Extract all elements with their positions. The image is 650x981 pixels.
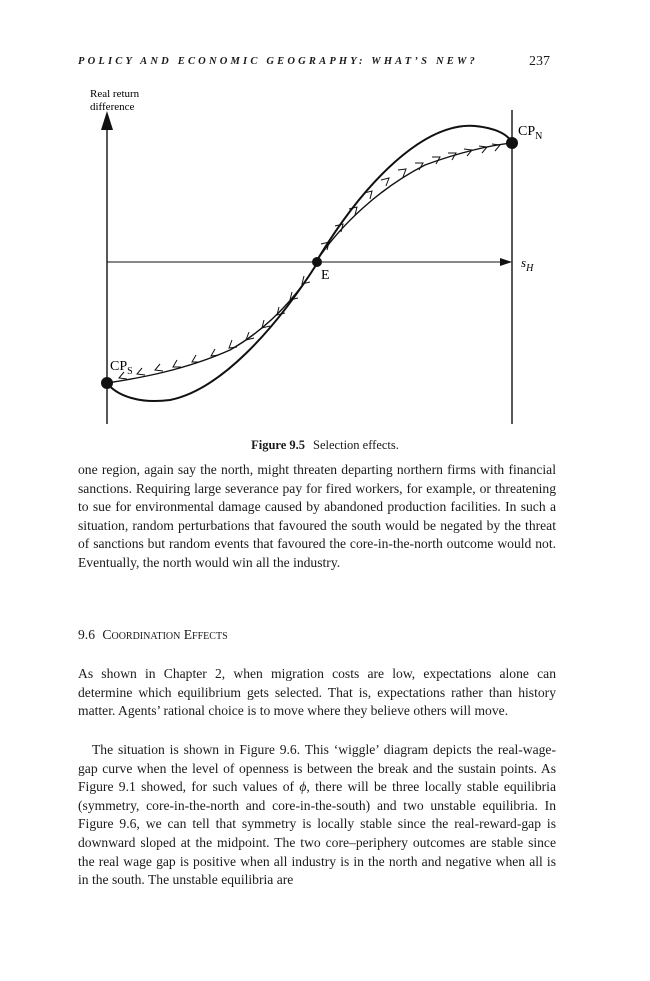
phi-symbol: ϕ — [299, 779, 307, 795]
cp-south-label: $CP_S$ — [110, 359, 133, 377]
body-paragraph-3 — [78, 741, 556, 890]
center-equilibrium-point — [312, 257, 322, 267]
body-paragraph-1: one region, again say the north, might threaten departing northern firms with financial sanctions. Requiring large severance pay for fired workers, for example, or threatening to sue for environmental damage caused by abandoned production facilities. In such a situation, random perturbations that favoured the south would be negated by the threat of sanctions but random events that favoured the core-in-the-north outcome would not. Eventually, the north would win all the industry. — [78, 462, 556, 570]
upper-inner-curve — [316, 143, 512, 262]
figure-caption-text: Selection effects. — [313, 438, 399, 452]
y-axis-label-line1: Real return — [90, 88, 140, 100]
lower-loop-curve — [107, 262, 318, 401]
cp-south-point — [101, 377, 113, 389]
x-axis-label: $s_H$ — [521, 255, 534, 274]
cp-north-point — [506, 137, 518, 149]
page-number: 237 — [529, 54, 550, 69]
body-paragraph-3-part-2: , there will be three locally stable equilibria (symmetry, core-in-the-north and core-in-the-south) and two unstable equilibria. In Figure 9.6, we can tell that symmetry is locally stable since the real-reward-gap is downward sloped at the midpoint. The two core–periphery outcomes are stable since the real wage gap is positive when all industry is in the north and negative when all is in the south. The unstable equilibria are — [78, 779, 556, 888]
body-paragraph-3-part-1: The situation is shown in Figure 9.6. This ‘wiggle’ diagram depicts the real-wage-gap curve when the level of openness is between the break and the sustain points. As Figure 9.1 showed, for such values of — [78, 742, 556, 795]
figure-9-5 — [0, 0, 650, 440]
lower-inner-curve — [107, 262, 318, 383]
running-title: POLICY AND ECONOMIC GEOGRAPHY: WHAT’S NEW? — [78, 56, 478, 67]
x-axis-arrowhead — [500, 258, 512, 266]
center-equilibrium-label: E — [321, 268, 330, 283]
upper-flow-arrows — [321, 144, 500, 250]
y-axis-arrowhead — [101, 111, 113, 130]
lower-flow-arrows — [119, 276, 310, 379]
body-paragraph-2: As shown in Chapter 2, when migration costs are low, expectations alone can determine which equilibrium gets selected. That is, expectations rather than history matter. Agents’ rational choice is to move where they believe others will move. — [78, 666, 556, 719]
figure-caption — [0, 438, 650, 453]
section-number: 9.6 — [78, 627, 95, 642]
figure-caption-label: Figure 9.5 — [251, 438, 306, 452]
y-axis-label-line2: difference — [90, 101, 135, 113]
section-title: Coordination Effects — [102, 627, 228, 642]
section-heading — [78, 627, 228, 643]
cp-north-label: $CP_N$ — [518, 124, 543, 142]
